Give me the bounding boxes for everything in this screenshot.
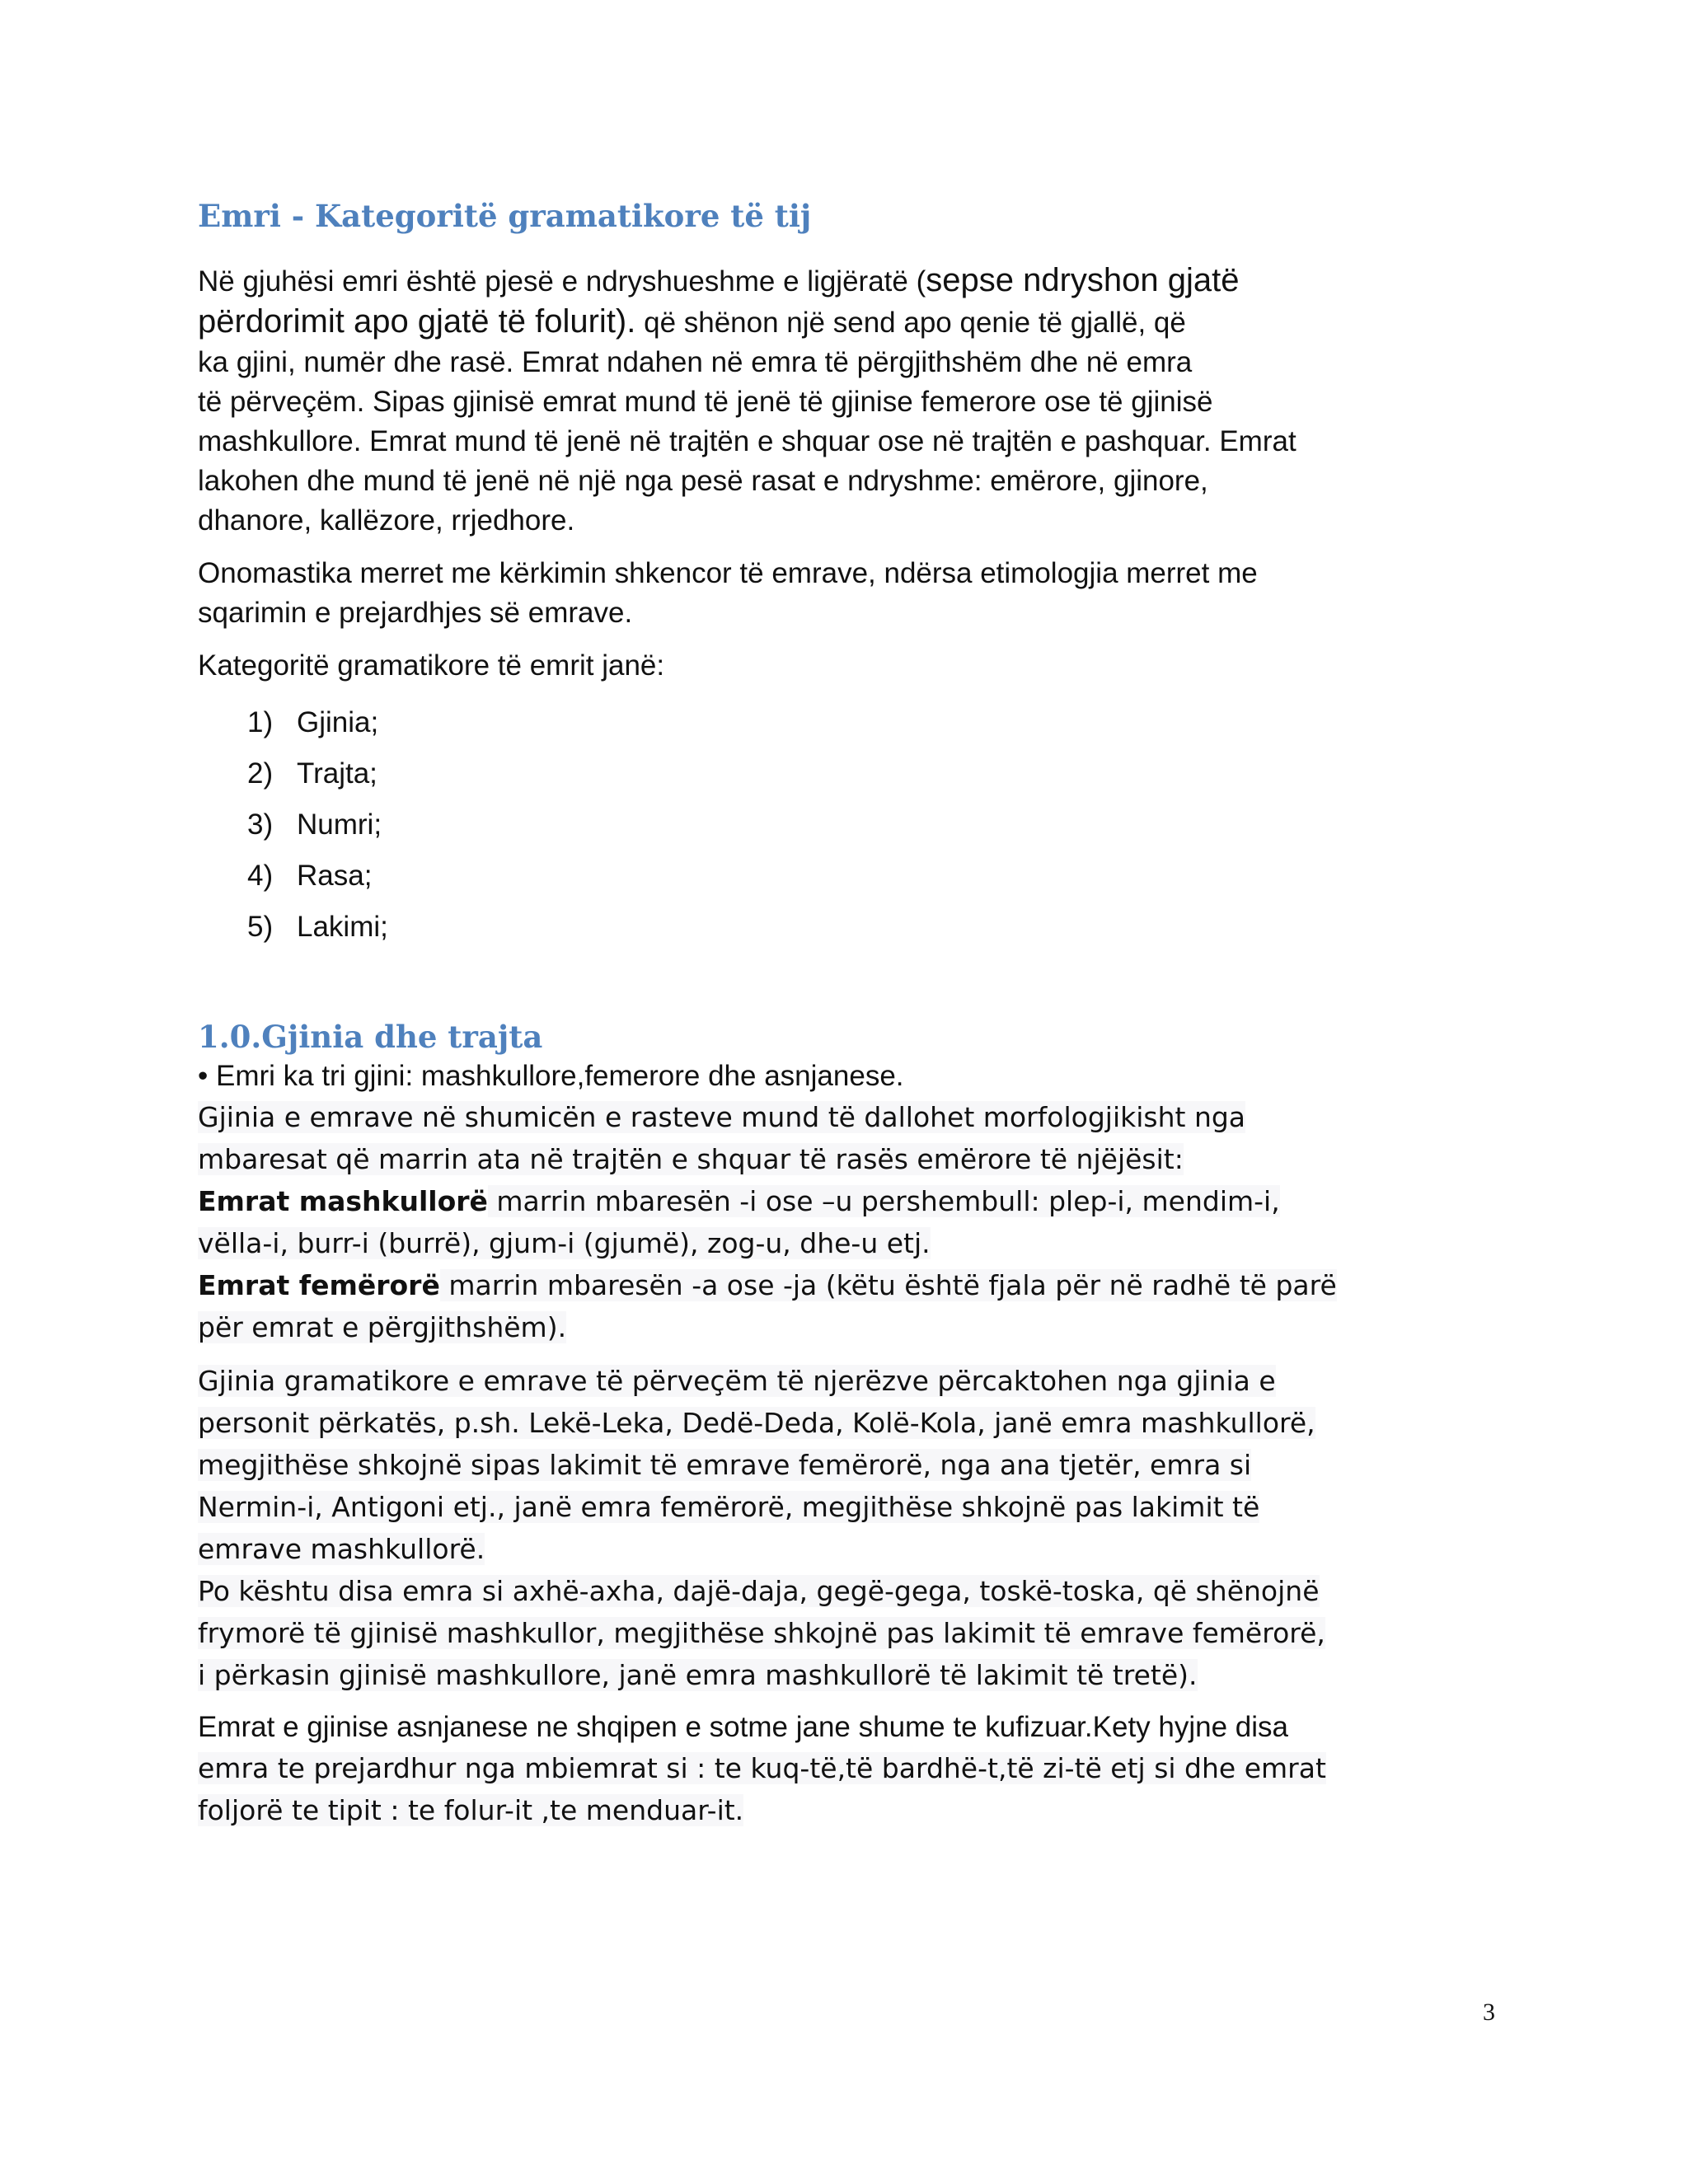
neuter-line [198,1789,1500,1831]
list-item-label: Trajta; [297,757,377,790]
highlighted-text: emra te prejardhur nga mbiemrat si : te kuq-të,të bardhë-t,të zi-të etj si dhe emrat [198,1752,1326,1784]
proper-nouns-paragraph [198,1360,1500,1696]
list-item-number: 3) [247,808,274,841]
list-item-number: 5) [247,911,274,943]
intro-large-text: sepse ndryshon gjatë [926,262,1240,298]
morphology-line [198,1306,1500,1348]
page-number: 3 [1483,1999,1495,2026]
highlighted-text: i përkasin gjinisë mashkullore, janë emra mashkullorë të lakimit të tretë). [198,1659,1198,1691]
list-item [247,851,1500,902]
proper-line [198,1528,1500,1570]
highlighted-text: foljorë te tipit : te folur-it ,te menduar-it. [198,1794,744,1826]
proper-line [198,1570,1500,1612]
morphology-line [198,1096,1500,1138]
list-item-label: Numri; [297,808,382,841]
bullet-line: • Emri ka tri gjini: mashkullore,femerore dhe asnjanese. [198,1060,904,1092]
categories-list [198,697,1500,953]
proper-line [198,1486,1500,1528]
morphology-line [198,1180,1500,1222]
highlighted-text: frymorë të gjinisë mashkullor, megjithëse shkojnë pas lakimit të emrave femërorë, [198,1617,1325,1649]
highlighted-text: Po kështu disa emra si axhë-axha, dajë-daja, gegë-gega, toskë-toska, që shënojnë [198,1575,1320,1607]
highlighted-text: megjithëse shkojnë sipas lakimit të emrave femërorë, nga ana tjetër, emra si [198,1449,1252,1481]
list-item [247,799,1500,851]
list-item [247,697,1500,748]
morphology-paragraph [198,1096,1500,1348]
highlighted-text: mbaresat që marrin ata në trajtën e shquar të rasës emërore të njëjësit: [198,1143,1184,1175]
list-item [247,902,1500,953]
bold-term: Emrat femërorë [198,1269,440,1301]
highlighted-text: personit përkatës, p.sh. Lekë-Leka, Dedë-Deda, Kolë-Kola, janë emra mashkullorë, [198,1407,1315,1439]
morphology-line [198,1264,1500,1306]
list-item-number: 2) [247,757,274,790]
proper-line [198,1402,1500,1444]
highlighted-text: vëlla-i, burr-i (burrë), gjum-i (gjumë), zog-u, dhe-u etj. [198,1227,931,1259]
highlighted-text: marrin mbaresën -a ose -ja (këtu është fjala për në radhë të parë [439,1269,1337,1301]
intro-line [198,260,1500,302]
intro-line: dhanore, kallëzore, rrjedhore. [198,504,575,537]
highlighted-text: për emrat e përgjithshëm). [198,1311,567,1343]
page-content [198,196,1500,1831]
highlighted-text: emrave mashkullorë. [198,1533,485,1565]
list-item-label: Lakimi; [297,911,388,943]
list-item-number: 1) [247,706,274,738]
highlighted-text: marrin mbaresën -i ose –u pershembull: plep-i, mendim-i, [487,1185,1280,1217]
proper-line [198,1444,1500,1486]
intro-line [198,302,1500,343]
proper-line [198,1654,1500,1696]
intro-line: lakohen dhe mund të jenë në një nga pesë rasat e ndryshme: emërore, gjinore, [198,465,1208,497]
intro-line: të përveçëm. Sipas gjinisë emrat mund të jenë të gjinise femerore ose të gjinisë [198,386,1213,418]
highlighted-text: Gjinia gramatikore e emrave të përveçëm të njerëzve përcaktohen nga gjinia e [198,1365,1276,1397]
highlighted-text: Nermin-i, Antigoni etj., janë emra femërorë, megjithëse shkojnë pas lakimit të [198,1491,1260,1523]
list-item-label: Rasa; [297,860,373,892]
proper-line [198,1612,1500,1654]
section-heading-gjinia: 1.0.Gjinia dhe trajta [198,1019,543,1055]
list-item-number: 4) [247,860,274,892]
onomastika-line: Onomastika merret me kërkimin shkencor të emrave, ndërsa etimologjia merret me [198,557,1258,589]
morphology-line [198,1222,1500,1264]
intro-text: që shënon një send apo qenie të gjallë, që [635,307,1186,339]
proper-line [198,1360,1500,1402]
list-item-label: Gjinia; [297,706,379,738]
intro-paragraph [198,260,1500,541]
intro-text: Në gjuhësi emri është pjesë e ndryshueshme e ligjëratë ( [198,265,926,298]
neuter-line: Emrat e gjinise asnjanese ne shqipen e sotme jane shume te kufizuar.Kety hyjne disa [198,1711,1288,1743]
section-heading-emri: Emri - Kategoritë gramatikore të tij [198,198,812,234]
bold-term: Emrat mashkullorë [198,1185,488,1217]
intro-large-text: përdorimit apo gjatë të folurit). [198,303,636,340]
intro-line: ka gjini, numër dhe rasë. Emrat ndahen në emra të përgjithshëm dhe në emra [198,346,1193,378]
neuter-paragraph [198,1708,1500,1831]
intro-line: mashkullore. Emrat mund të jenë në trajtën e shquar ose në trajtën e pashquar. Emrat [198,425,1296,457]
onomastika-line: sqarimin e prejardhjes së emrave. [198,597,633,629]
list-item [247,748,1500,799]
onomastika-paragraph [198,554,1500,633]
highlighted-text: Gjinia e emrave në shumicën e rasteve mund të dallohet morfologjikisht nga [198,1101,1246,1133]
neuter-line [198,1747,1500,1789]
morphology-line [198,1138,1500,1180]
categories-intro: Kategoritë gramatikore të emrit janë: [198,649,665,682]
